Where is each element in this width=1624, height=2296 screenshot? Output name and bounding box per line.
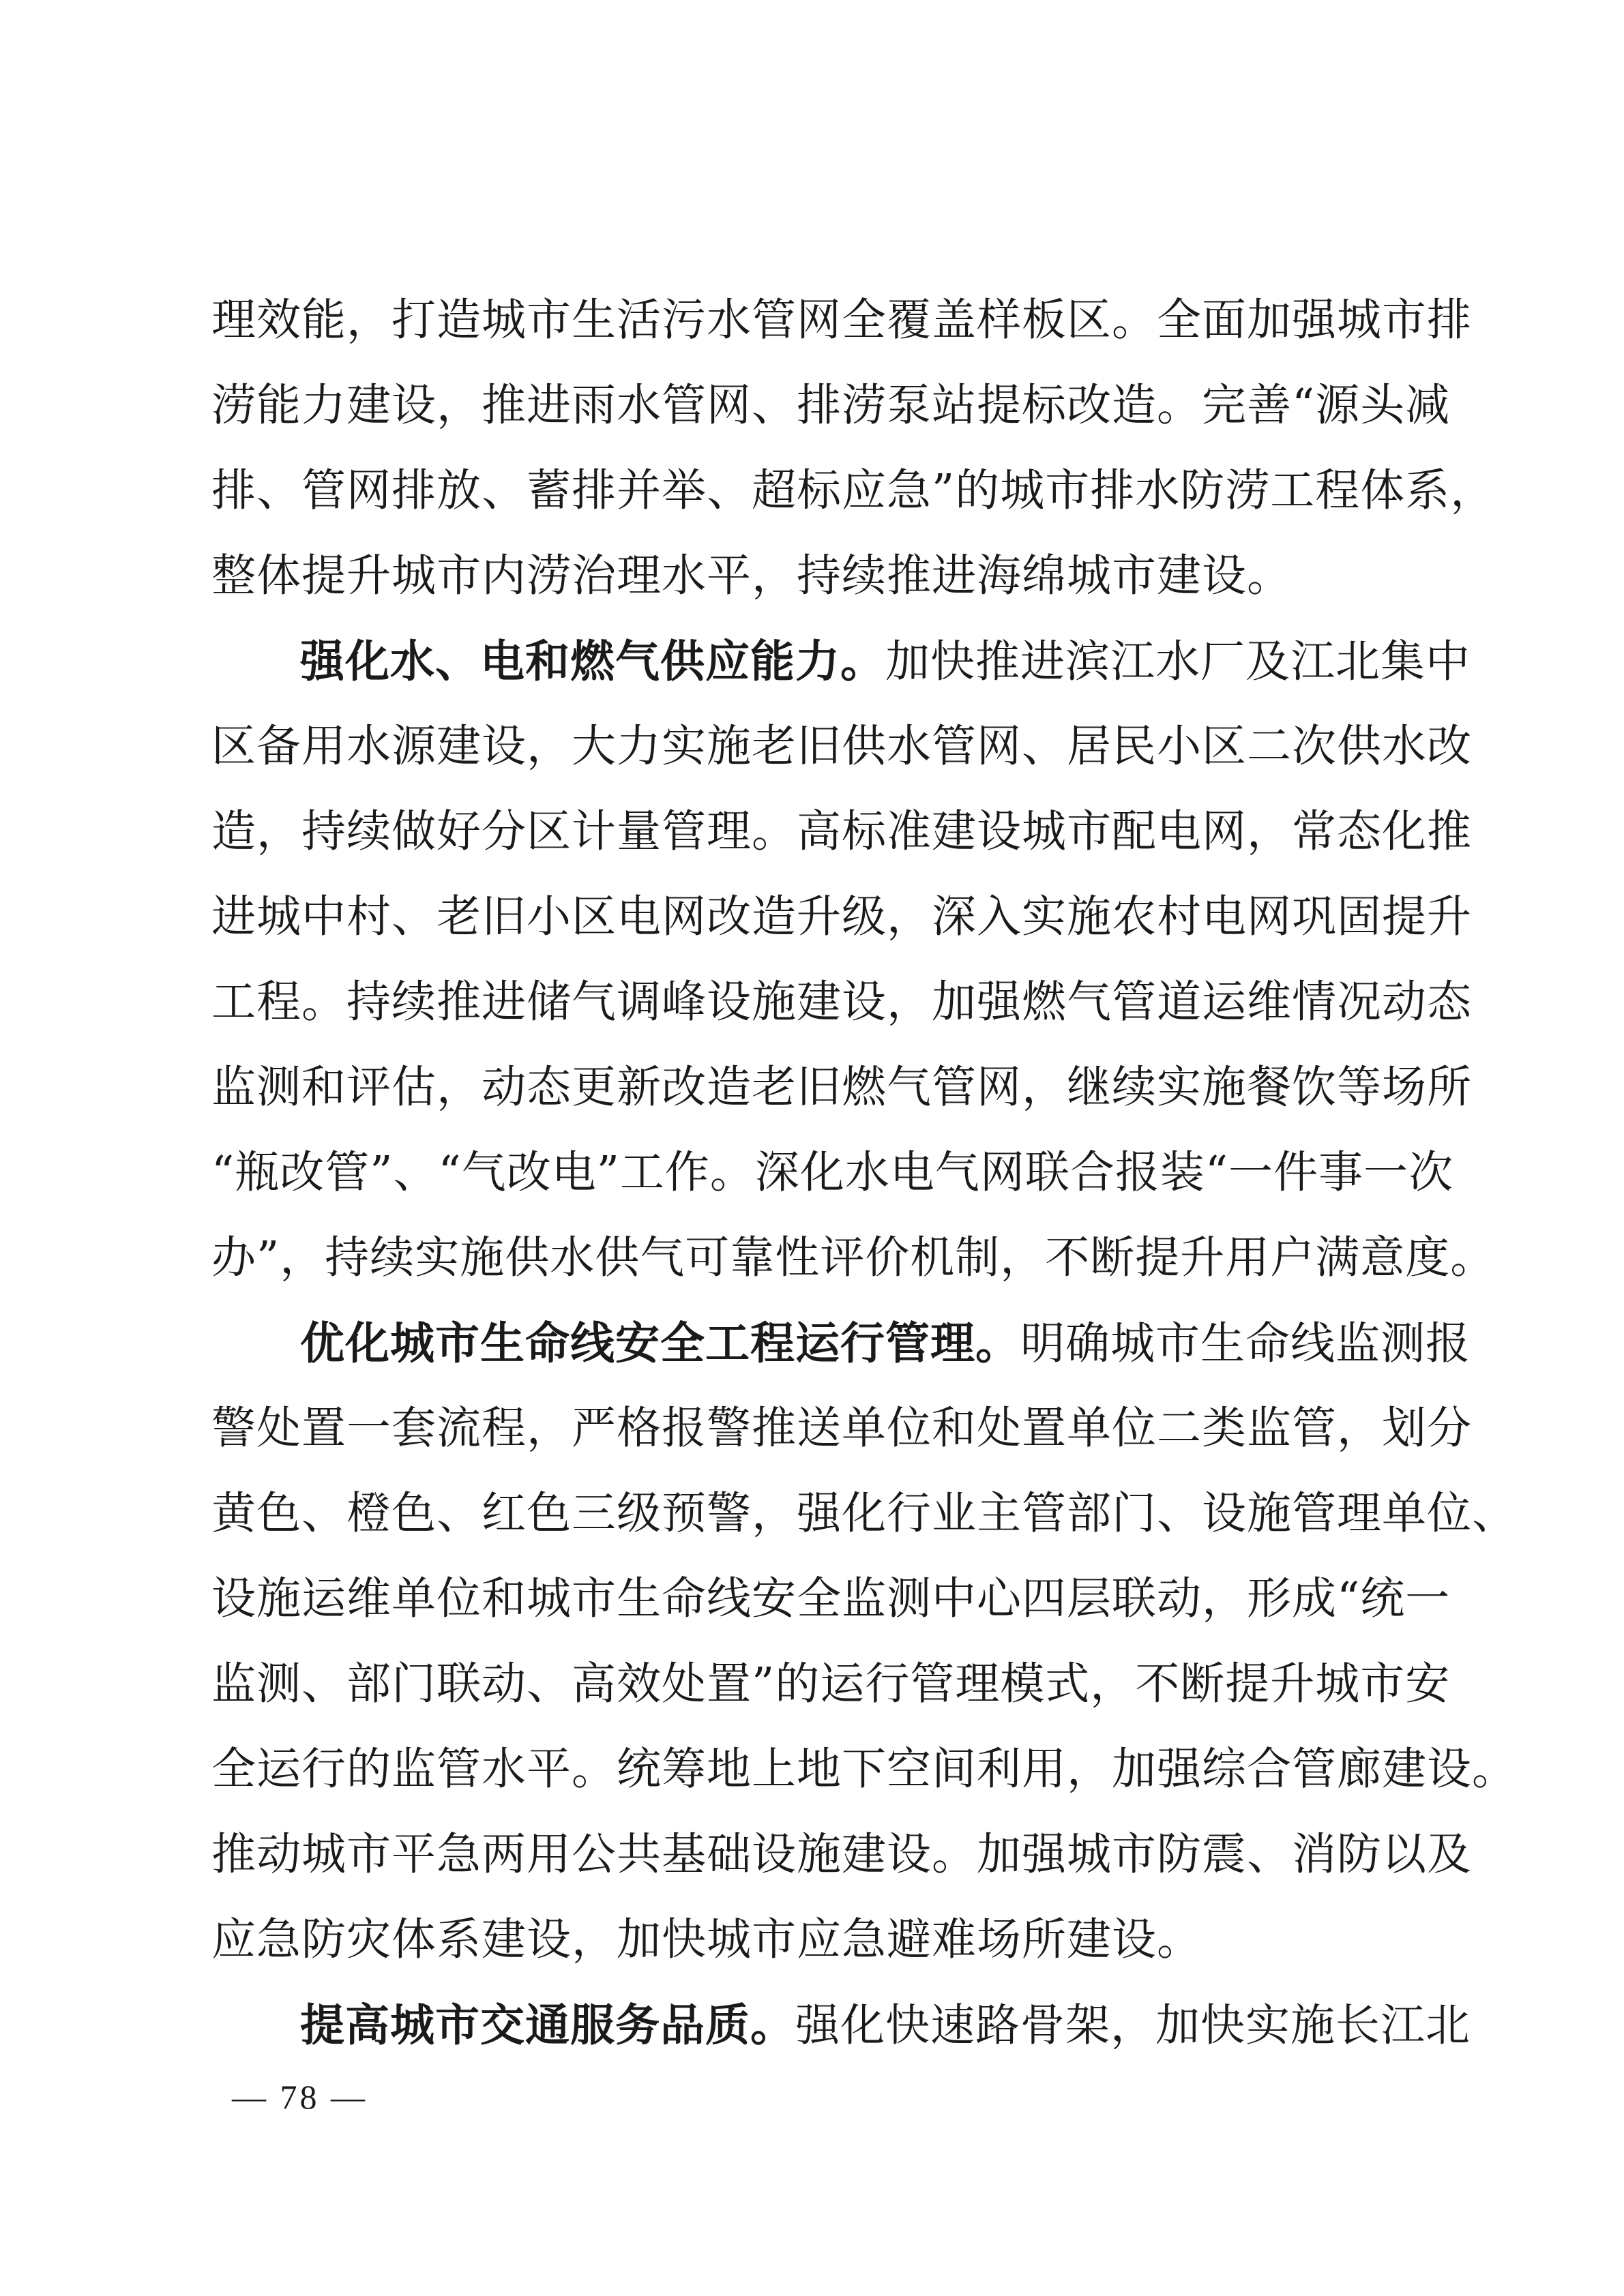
page-number: — 78 —: [232, 2078, 368, 2116]
body-text: 强化快速路骨架，加快实施长江北: [795, 2000, 1471, 2051]
body-text-line: 全运行的监管水平。统筹地上地下空间利用，加强综合管廊建设。: [211, 1744, 1518, 1795]
body-text-line: 排、管网排放、蓄排并举、超标应急”的城市排水防涝工程体系，: [211, 465, 1496, 516]
body-text: 明确城市生命线监测报: [1020, 1318, 1471, 1369]
body-text-line: 黄色、橙色、红色三级预警，强化行业主管部门、设施管理单位、: [211, 1488, 1518, 1539]
paragraph-heading: 强化水、电和燃气供应能力。: [300, 636, 886, 687]
body-text: 加快推进滨江水厂及江北集中: [885, 636, 1471, 687]
body-text-line: 办”，持续实施供水供气可靠性评价机制，不断提升用户满意度。: [211, 1232, 1496, 1283]
paragraph-first-line: [300, 1316, 1471, 1371]
body-text-line: 监测、部门联动、高效处置”的运行管理模式，不断提升城市安: [211, 1658, 1451, 1710]
body-text-line: 应急防灾体系建设，加快城市应急避难场所建设。: [211, 1914, 1202, 1965]
body-text-line: 推动城市平急两用公共基础设施建设。加强城市防震、消防以及: [211, 1829, 1473, 1880]
body-text-line: “瓶改管”、“气改电”工作。深化水电气网联合报装“一件事一次: [211, 1147, 1454, 1198]
paragraph-first-line: [300, 634, 1471, 689]
body-text-line: 理效能，打造城市生活污水管网全覆盖样板区。全面加强城市排: [211, 295, 1473, 346]
body-text-line: 造，持续做好分区计量管理。高标准建设城市配电网，常态化推: [211, 806, 1473, 857]
body-text-line: 进城中村、老旧小区电网改造升级，深入实施农村电网巩固提升: [211, 891, 1473, 942]
body-text-line: 工程。持续推进储气调峰设施建设，加强燃气管道运维情况动态: [211, 976, 1473, 1028]
body-text-line: 监测和评估，动态更新改造老旧燃气管网，继续实施餐饮等场所: [211, 1062, 1473, 1113]
body-text-line: 整体提升城市内涝治理水平，持续推进海绵城市建设。: [211, 550, 1293, 601]
body-text-line: 涝能力建设，推进雨水管网、排涝泵站提标改造。完善“源头减: [211, 380, 1451, 431]
paragraph-heading: 提高城市交通服务品质。: [300, 1999, 796, 2051]
paragraph-first-line: [300, 1998, 1471, 2053]
body-text-line: 设施运维单位和城市生命线安全监测中心四层联动，形成“统一: [211, 1573, 1451, 1624]
paragraph-heading: 优化城市生命线安全工程运行管理。: [300, 1317, 1021, 1369]
body-text-line: 警处置一套流程，严格报警推送单位和处置单位二类监管，划分: [211, 1403, 1473, 1454]
body-text-line: 区备用水源建设，大力实施老旧供水管网、居民小区二次供水改: [211, 721, 1473, 772]
